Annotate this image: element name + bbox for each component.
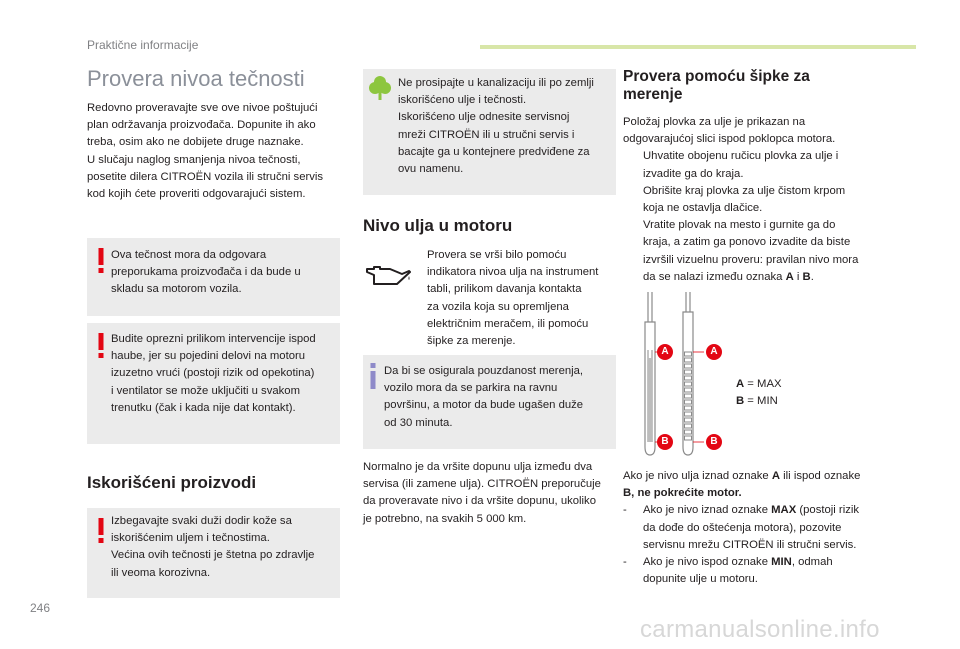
dash-list	[623, 502, 913, 588]
warning-text	[111, 513, 337, 582]
text-span: .	[810, 270, 814, 283]
oil-check-text	[427, 247, 617, 350]
text-line: ili veoma korozivna.	[111, 566, 211, 579]
text-line: dopunite ulje u motoru.	[643, 573, 758, 586]
text-line: odgovarajućoj slici ispod poklopca motora.	[623, 133, 836, 146]
text-line: Vratite plovak na mesto i gurnite ga do	[643, 219, 836, 232]
oil-can-icon	[364, 262, 412, 286]
section-title-engine-oil: Nivo ulja u motoru	[363, 216, 513, 235]
eco-note-box	[363, 69, 616, 195]
legend-value: = MAX	[744, 378, 782, 390]
text-line: da dođe do oštećenja motora), pozovite	[643, 521, 842, 534]
header-accent-bar	[480, 45, 916, 49]
text-line: površinu, a motor da bude ugašen duže	[384, 399, 584, 412]
info-icon	[369, 363, 377, 389]
text-line: koja ne ostavlja dlačice.	[643, 202, 763, 215]
text-line: Obrišite kraj plovka za ulje čistom krpom	[643, 184, 846, 197]
text-line: bacajte ga u kontejnere predviđene za	[398, 145, 590, 158]
text-span: , odmah	[791, 556, 833, 569]
warning-text	[111, 247, 335, 299]
text-line: plan održavanja proizvođača. Dopunite ih ako	[87, 119, 316, 132]
text-line: izvršili vizuelnu proveru: pravilan nivo mora	[643, 253, 859, 266]
text-line: iskorišćeno ulje i tečnosti.	[398, 94, 527, 107]
text-line: Većina ovih tečnosti je štetna po zdravlje	[111, 549, 315, 562]
steps-list	[623, 148, 903, 286]
dipstick-instructions	[623, 114, 903, 286]
list-item	[623, 502, 913, 554]
text-span: i	[793, 270, 803, 283]
list-item	[623, 554, 913, 588]
text-line: Izbegavajte svaki duži dodir kože sa	[111, 515, 292, 527]
mark-a-ref: A	[785, 270, 794, 283]
text-line: Provera se vrši bilo pomoću	[427, 249, 567, 261]
text-span: Ako je nivo iznad oznake	[643, 504, 772, 517]
text-line	[643, 502, 913, 519]
intro-paragraph	[87, 100, 347, 203]
text-line: U slučaju naglog smanjenja nivoa tečnosti,	[87, 153, 301, 166]
text-line: Uhvatite obojenu ručicu plovka za ulje i	[643, 150, 839, 163]
legend-value: = MIN	[744, 395, 778, 408]
text-line: Ne prosipajte u kanalizaciju ili po zemlji	[398, 77, 594, 89]
warning-text	[111, 331, 337, 417]
section-title-dipstick	[623, 68, 810, 104]
text-span: da se nalazi između oznaka	[643, 270, 786, 283]
min-key: MIN	[771, 556, 792, 569]
no-start-warning: , ne pokrećite motor.	[631, 487, 742, 500]
section-title-used-products: Iskorišćeni proizvodi	[87, 473, 257, 492]
oil-topup-paragraph	[363, 459, 623, 528]
list-item	[623, 148, 903, 182]
legend-key: A	[736, 378, 745, 390]
warning-box-used-oil	[87, 508, 340, 598]
text-line: ovu namenu.	[398, 163, 464, 176]
text-line: haube, jer su pojedini delovi na motoru	[111, 350, 306, 363]
text-line: izvadite ga do kraja.	[643, 167, 744, 180]
mark-b-ref: B	[802, 270, 811, 283]
tree-icon	[369, 75, 391, 101]
text-line: Normalno je da vršite dopunu ulja između dva	[363, 461, 593, 473]
text-line: Položaj plovka za ulje je prikazan na	[623, 116, 806, 128]
text-line	[643, 269, 903, 286]
text-line: kraja, a zatim ga ponovo izvadite da biste	[643, 236, 851, 249]
mark-a-ref: A	[771, 470, 781, 482]
text-span: (postoji rizik	[796, 504, 860, 517]
text-line	[623, 485, 913, 502]
page-title: Provera nivoa tečnosti	[87, 66, 305, 91]
text-line: šipke za merenje.	[427, 335, 516, 348]
text-line: električnim meračem, ili pomoću	[427, 317, 589, 330]
text-line: skladu sa motorom vozila.	[111, 283, 242, 296]
text-line: Da bi se osigurala pouzdanost merenja,	[384, 365, 584, 377]
legend-max	[736, 376, 856, 393]
text-line: vozilo mora da se parkira na ravnu	[384, 382, 558, 395]
watermark: carmanualsonline.info	[640, 616, 880, 643]
text-line: izuzetno vrući (postoji rizik od opekotina)	[111, 367, 315, 380]
text-line: Redovno proveravajte sve ove nivoe poštujući	[87, 102, 318, 114]
eco-note-text	[398, 75, 614, 178]
title-line: merenje	[623, 86, 683, 103]
text-line: trenutku (čak i kada nije dat kontakt).	[111, 401, 296, 414]
text-line: mreži CITROËN ili u stručni servis i	[398, 128, 575, 141]
max-key: MAX	[771, 504, 797, 517]
section-label: Praktične informacije	[87, 38, 199, 52]
text-line: da proveravate nivo i da vršite dopunu, ukoliko	[363, 495, 596, 508]
oil-level-warning-paragraph	[623, 468, 913, 588]
warning-box-fluid-spec	[87, 238, 340, 316]
text-line: je potrebno, na svakih 5 000 km.	[363, 512, 527, 525]
text-line: od 30 minuta.	[384, 416, 453, 429]
text-line: servisa (ili zamene ulja). CITROËN preporučuje	[363, 478, 601, 491]
text-line: kod kojih ćete proveriti odgovarajući sistem.	[87, 188, 306, 201]
text-line: indikatora nivoa ulja na instrument	[427, 266, 599, 279]
warning-box-hot-engine	[87, 323, 340, 444]
warning-exclamation-icon	[97, 248, 105, 274]
text-line: preporukama proizvođača i da bude u	[111, 266, 301, 279]
dash-mark: -	[623, 556, 627, 569]
legend-min	[736, 393, 856, 410]
info-note-box	[363, 355, 616, 449]
warning-exclamation-icon	[97, 333, 105, 359]
label-b-left: B	[657, 434, 673, 450]
dash-mark: -	[623, 504, 627, 517]
list-item	[623, 183, 903, 217]
mark-b-ref: B	[623, 487, 632, 500]
title-line: Provera pomoću šipke za	[623, 68, 810, 85]
label-a-left: A	[657, 344, 673, 360]
text-span: Ako je nivo ulja iznad oznake	[623, 470, 772, 482]
text-line: iskorišćenim uljem i tečnostima.	[111, 532, 270, 545]
text-line: i ventilator se može uključiti u svakom	[111, 384, 300, 397]
legend-key: B	[736, 395, 745, 408]
text-line	[623, 468, 913, 485]
dipstick-legend	[736, 376, 856, 410]
text-line: posetite dilera CITROËN vozila ili stručni servis	[87, 170, 324, 183]
text-span: ili ispod oznake	[780, 470, 861, 482]
text-line: Budite oprezni prilikom intervencije ispod	[111, 333, 316, 345]
list-item	[623, 217, 903, 286]
text-line: za vozila koja su opremljena	[427, 300, 569, 313]
label-b-right: B	[706, 434, 722, 450]
text-line: servisnu mrežu CITROËN ili stručni servis.	[643, 538, 857, 551]
text-line: treba, osim ako ne dobijete druge naznake.	[87, 136, 304, 149]
text-span: Ako je nivo ispod oznake	[643, 556, 772, 569]
text-line: Iskorišćeno ulje odnesite servisnoj	[398, 111, 570, 124]
info-note-text	[384, 363, 614, 432]
text-line	[643, 554, 913, 571]
text-line: Ova tečnost mora da odgovara	[111, 249, 267, 261]
warning-exclamation-icon	[97, 518, 105, 544]
text-line: tabli, prilikom davanja kontakta	[427, 283, 582, 296]
page-number: 246	[30, 601, 51, 615]
label-a-right: A	[706, 344, 722, 360]
